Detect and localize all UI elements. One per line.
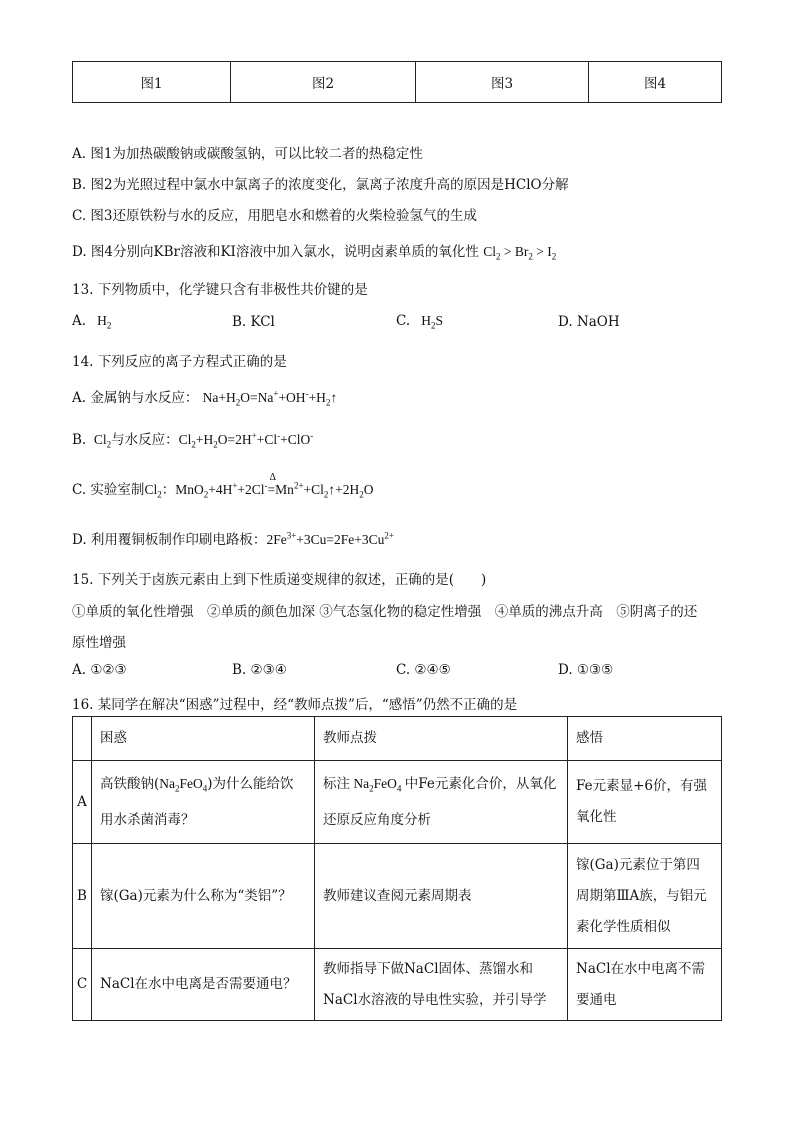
q13-option-b: B. KCl	[232, 314, 275, 330]
q13-a-label: A.	[72, 313, 87, 329]
q16-header-confusion: 困惑	[92, 717, 315, 761]
q15-option-b: B. ②③④	[232, 662, 287, 678]
halogen-oxidation-order: $Cl_2 > Br_2 > I_2$	[483, 244, 557, 262]
h2-formula: $H_2$	[90, 313, 112, 331]
q13-option-c	[396, 313, 443, 331]
q14-a-equation: $Na+H_2O=Na^++OH^-+H_2↑$	[202, 388, 338, 408]
cl2-formula: $Cl_2$	[90, 432, 112, 450]
q13-option-d: D. NaOH	[558, 314, 620, 330]
q12-option-a: A. 图1为加热碳酸钠或碳酸氢钠，可以比较二者的热稳定性	[72, 146, 423, 162]
q12-option-d	[72, 240, 556, 262]
q16-row-a-confusion: 高铁酸钠$(Na_2FeO_4)$为什么能给饮用水杀菌消毒？	[92, 761, 315, 844]
q13-option-a	[72, 313, 111, 331]
q14-d-label: D. 利用覆铜板制作印刷电路板：	[72, 532, 267, 548]
q15-option-d: D. ①③⑤	[558, 662, 614, 678]
fig-3-cell: 图3	[416, 62, 589, 103]
q16-header-blank	[73, 717, 92, 761]
q16-row-c-confusion: NaCl在水中电离是否需要通电？	[92, 949, 315, 1021]
fig-4-cell: 图4	[589, 62, 722, 103]
q15-stem: 15. 下列关于卤族元素由上到下性质递变规律的叙述，正确的是( )	[72, 572, 487, 588]
q14-option-d	[72, 528, 394, 548]
q14-b-label: B.	[72, 432, 87, 448]
q16-row-c-guidance: 教师指导下做NaCl固体、蒸馏水和NaCl水溶液的导电性实验，并引导学	[315, 949, 568, 1021]
q14-b-equation: $Cl_2+H_2O=2H^++Cl^-+ClO^-$	[178, 430, 314, 450]
q12-option-d-text: D. 图4分别向KBr溶液和KI溶液中加入氯水，说明卤素单质的氧化性	[72, 244, 479, 260]
q14-c-label: C. 实验室制	[72, 482, 145, 498]
q14-option-a	[72, 386, 337, 408]
fig-2-cell: 图2	[231, 62, 416, 103]
q16-row-b-label: B	[73, 844, 92, 949]
q15-line2: 原性增强	[72, 635, 126, 651]
q12-option-b: B. 图2为光照过程中氯水中氯离子的浓度变化，氯离子浓度升高的原因是HClO分解	[72, 177, 569, 193]
q14-b-text: 与水反应：	[111, 432, 179, 448]
q15-option-c: C. ②④⑤	[396, 662, 451, 678]
q16-row-b-guidance: 教师建议查阅元素周期表	[315, 844, 568, 949]
q14-c-equation: $Cl_2$：MnO$_2$+4H++2Cl- Δ $=Mn^{2+}+Cl_2↑+2H_2O$	[144, 472, 374, 500]
q16-row-a-label: A	[73, 761, 92, 844]
q16-header-guidance: 教师点拨	[315, 717, 568, 761]
q16-table	[72, 716, 722, 1021]
q14-stem: 14. 下列反应的离子方程式正确的是	[72, 354, 287, 370]
figure-label-table	[72, 61, 722, 103]
fig-1-cell: 图1	[73, 62, 231, 103]
q16-row-c-insight: NaCl在水中电离不需要通电	[568, 949, 722, 1021]
q15-line1: ①单质的氧化性增强 ②单质的颜色加深 ③气态氢化物的稳定性增强 ④单质的沸点升高 ⑤阴离子的还	[72, 604, 698, 620]
q13-stem: 13. 下列物质中，化学键只含有非极性共价键的是	[72, 282, 368, 298]
q16-row-a-insight: Fe元素显+6价，有强氧化性	[568, 761, 722, 844]
h2s-formula: $H_2S$	[414, 313, 443, 331]
q16-row-b-insight: 镓(Ga)元素位于第四周期第ⅢA族，与铝元素化学性质相似	[568, 844, 722, 949]
q16-row-c-label: C	[73, 949, 92, 1021]
q16-header-insight: 感悟	[568, 717, 722, 761]
q14-a-label: A. 金属钠与水反应：	[72, 390, 199, 406]
q14-d-equation: $2Fe^{3+}+3Cu=2Fe+3Cu^{2+}$	[266, 530, 394, 547]
q15-option-a: A. ①②③	[72, 662, 127, 678]
q12-option-c: C. 图3还原铁粉与水的反应，用肥皂水和燃着的火柴检验氢气的生成	[72, 208, 478, 224]
q14-option-c	[72, 472, 374, 500]
q14-option-b	[72, 428, 313, 450]
q16-stem: 16. 某同学在解决“困惑”过程中，经“教师点拨”后，“感悟”仍然不正确的是	[72, 697, 518, 713]
q16-row-b-confusion: 镓(Ga)元素为什么称为“类铝”？	[92, 844, 315, 949]
q16-row-a-guidance: 标注 $Na_2FeO_4$ 中Fe元素化合价，从氧化还原反应角度分析	[315, 761, 568, 844]
q13-c-label: C.	[396, 313, 411, 329]
